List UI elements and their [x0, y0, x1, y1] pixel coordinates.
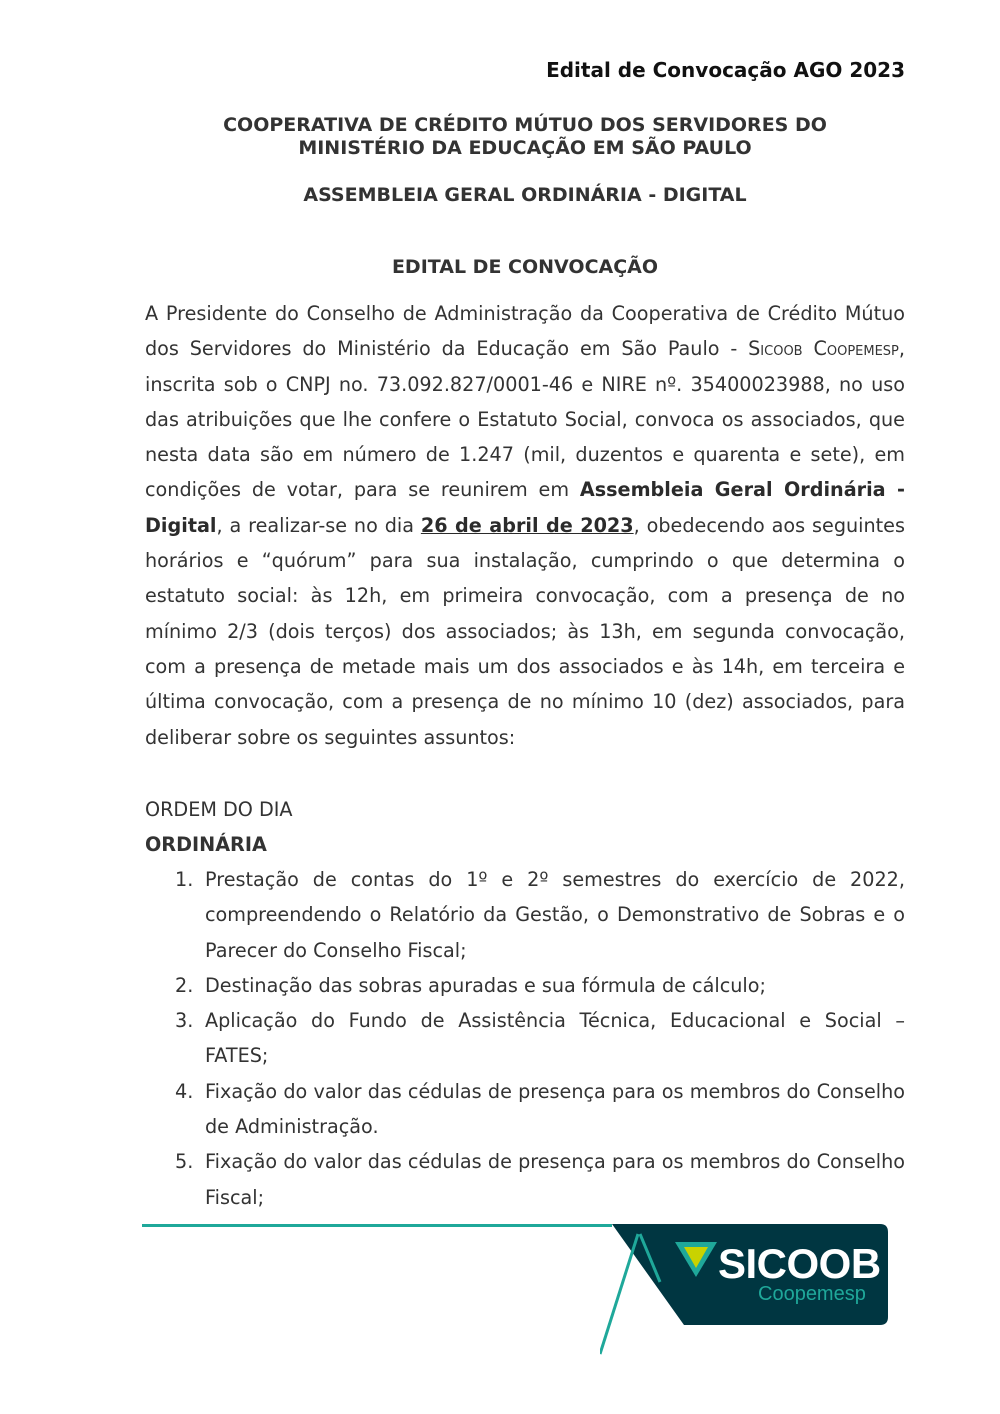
- assembly-date: 26 de abril de 2023: [420, 513, 634, 537]
- body-text-part2: , inscrita sob o CNPJ no. 73.092.827/0001-46 e NIRE nº. 35400023988, no uso das atribuições que lhe confere o Estatuto Social, convoca os associados, que nesta data são em número de 1.247 (mil, duzentos e quarenta e sete), em condições de votar, para se reunirem em: [145, 337, 905, 502]
- document-label: Edital de Convocação AGO 2023: [546, 58, 905, 82]
- agenda-section-title: ORDINÁRIA: [145, 833, 267, 856]
- body-text-part4: , obedecendo aos seguintes horários e “quórum” para sua instalação, cumprindo o que determina o estatuto social: às 12h, em primeira convocação, com a presença de no mínimo 2/3 (dois terços) dos associados; às 13h, em segunda convocação, com a presença de metade mais um dos associados e às 14h, em terceira e última convocação, com a presença de no mínimo 10 (dez) associados, para deliberar sobre os seguintes assuntos:: [145, 513, 905, 749]
- agenda-item-text: Aplicação do Fundo de Assistência Técnica, Educacional e Social – FATES;: [205, 1009, 905, 1068]
- logo-subtitle: Coopemesp: [758, 1283, 866, 1305]
- agenda-item-text: Fixação do valor das cédulas de presença para os membros do Conselho de Administração.: [205, 1079, 905, 1139]
- notice-body: [145, 296, 905, 755]
- agenda-item: [145, 862, 905, 968]
- assembly-subtitle: ASSEMBLEIA GERAL ORDINÁRIA - DIGITAL: [303, 184, 747, 206]
- agenda-item: [145, 1074, 905, 1145]
- agenda-item-text: Destinação das sobras apuradas e sua fórmula de cálculo;: [205, 973, 766, 997]
- body-text-part3: , a realizar-se no dia: [216, 513, 421, 537]
- agenda-list: [145, 862, 905, 1215]
- brand-sicoob: Sicoob: [748, 337, 803, 361]
- organization-title: [145, 114, 905, 160]
- agenda-item: [145, 1144, 905, 1215]
- agenda-heading: ORDEM DO DIA: [145, 798, 293, 821]
- agenda-item-text: Fixação do valor das cédulas de presença para os membros do Conselho Fiscal;: [205, 1150, 905, 1209]
- brand-coopemesp: Coopemesp: [813, 337, 899, 361]
- footer-divider: [142, 1224, 612, 1227]
- agenda-item: [145, 1003, 905, 1074]
- logo-accent-stroke: [600, 1234, 638, 1354]
- organization-title-line1: COOPERATIVA DE CRÉDITO MÚTUO DOS SERVIDORES DO: [223, 114, 827, 136]
- agenda-item-number: 1.: [175, 868, 194, 891]
- assembly-name-bold: Assembleia Geral Ordinária - Digital: [145, 478, 905, 537]
- agenda-item-text: Prestação de contas do 1º e 2º semestres do exercício de 2022, compreendendo o Relatório da Gestão, o Demonstrativo de Sobras e o Parecer do Conselho Fiscal;: [205, 868, 905, 962]
- organization-title-line2: MINISTÉRIO DA EDUCAÇÃO EM SÃO PAULO: [298, 137, 752, 159]
- agenda-item: [145, 968, 905, 1003]
- agenda-item-number: 2.: [175, 973, 194, 997]
- body-text-part1: A Presidente do Conselho de Administração da Cooperativa de Crédito Mútuo dos Servidores do Ministério da Educação em São Paulo -: [145, 302, 905, 361]
- agenda-item-number: 4.: [175, 1079, 194, 1103]
- agenda-item-number: 3.: [175, 1009, 194, 1033]
- logo-wordmark: SICOOB: [718, 1240, 881, 1287]
- notice-title: EDITAL DE CONVOCAÇÃO: [391, 256, 659, 278]
- agenda-item-number: 5.: [175, 1150, 194, 1174]
